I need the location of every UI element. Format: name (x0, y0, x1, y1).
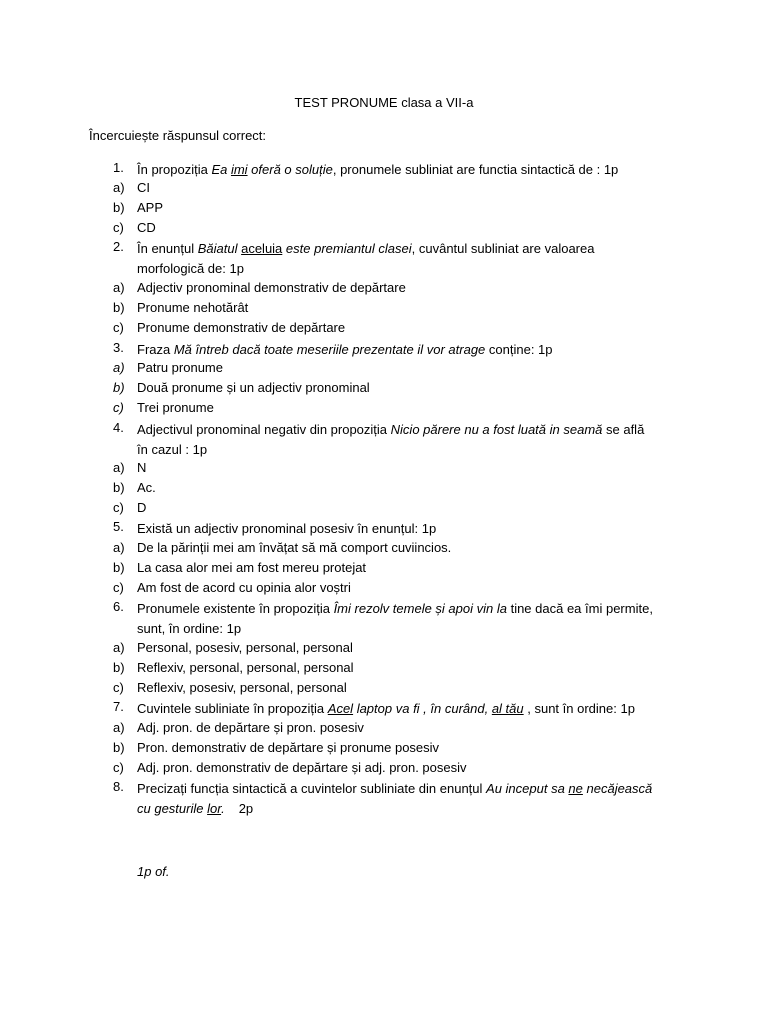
question-number: 5. (113, 519, 124, 534)
footer-note: 1p of. (137, 864, 170, 879)
question-number: 4. (113, 420, 124, 435)
page-title: TEST PRONUME clasa a VII-a (294, 95, 474, 110)
instruction-text: Încercuiește răspunsul correct: (89, 128, 267, 143)
document-page: TEST PRONUME clasa a VII-a Încercuiește răspunsul correct: 1. În propoziția Ea imi oferă o soluție, pronumele subliniat are functia sintactică de : 1p a) CI b) APP c) CD 2. În enunțul Băiatul aceluia este premiantul clasei, cuvântul subliniat are valoarea morfologică de: 1p a) Adjectiv pronominal demonstrativ de depărtare b) Pronume nehotărât c) Pronume demonstrativ de depărtare 3. Fraza Mă întreb dacă toate meseriile prezentate il vor atrage conține: 1p a) Patru pronume b) Două pronume și un adjectiv pronominal c) Trei pronume 4. Adjectivul pronominal negativ din propoziția Nicio părere nu a fost luată in seamă se află în cazul : 1p a) N b) Ac. c) D 5. Există un adjectiv pronominal posesiv în enunțul: 1p a) De la părinții mei am învățat să mă comport cuviincios. b) La casa alor mei am fost mereu protejat c) Am fost de acord cu opinia alor voștri 6. Pronumele existente în propoziția Îmi rezolv temele și apoi vin la tine dacă ea îmi permite, sunt, în ordine: 1p a) Personal, posesiv, personal, personal b) Reflexiv, personal, personal, personal c) Reflexiv, posesiv, personal, personal 7. Cuvintele subliniate în propoziția Acel laptop va fi , în curând, al tău , sunt în ordine: 1p a) Adj. pron. de depărtare și pron. posesiv b) Pron. demonstrativ de depărtare și pronume posesiv c) Adj. pron. demonstrativ de depărtare și adj. pron. posesiv 8. Precizați funcția sintactică a cuvintelor subliniate din enunțul Au inceput sa ne necăjească cu gesturile lor. 2p 1p of. (0, 0, 768, 1024)
question-text: Fraza Mă întreb dacă toate meseriile prezentate il vor atrage conține: 1p (137, 342, 553, 357)
question-number: 6. (113, 599, 124, 614)
question-text: Există un adjectiv pronominal posesiv în enunțul: 1p (137, 521, 437, 536)
question-number: 3. (113, 340, 124, 355)
question-number: 1. (113, 160, 124, 175)
question-number: 7. (113, 699, 124, 714)
question-text: Pronumele existente în propoziția Îmi rezolv temele și apoi vin la tine dacă ea îmi permite, sunt, în ordine: 1p (137, 601, 653, 636)
question-text: Adjectivul pronominal negativ din propoziția Nicio părere nu a fost luată in seamă se află în cazul : 1p (137, 422, 645, 457)
question-text: În enunțul Băiatul aceluia este premiantul clasei, cuvântul subliniat are valoarea morfologică de: 1p (137, 241, 595, 276)
question-text: Precizați funcția sintactică a cuvintelor subliniate din enunțul Au inceput sa ne necăjească cu gesturile lor. 2p (137, 781, 653, 816)
question-number: 2. (113, 239, 124, 254)
question-number: 8. (113, 779, 124, 794)
question-text: În propoziția Ea imi oferă o soluție, pronumele subliniat are functia sintactică de : 1p (137, 162, 619, 177)
question-text: Cuvintele subliniate în propoziția Acel laptop va fi , în curând, al tău , sunt în ordine: 1p (137, 701, 635, 716)
